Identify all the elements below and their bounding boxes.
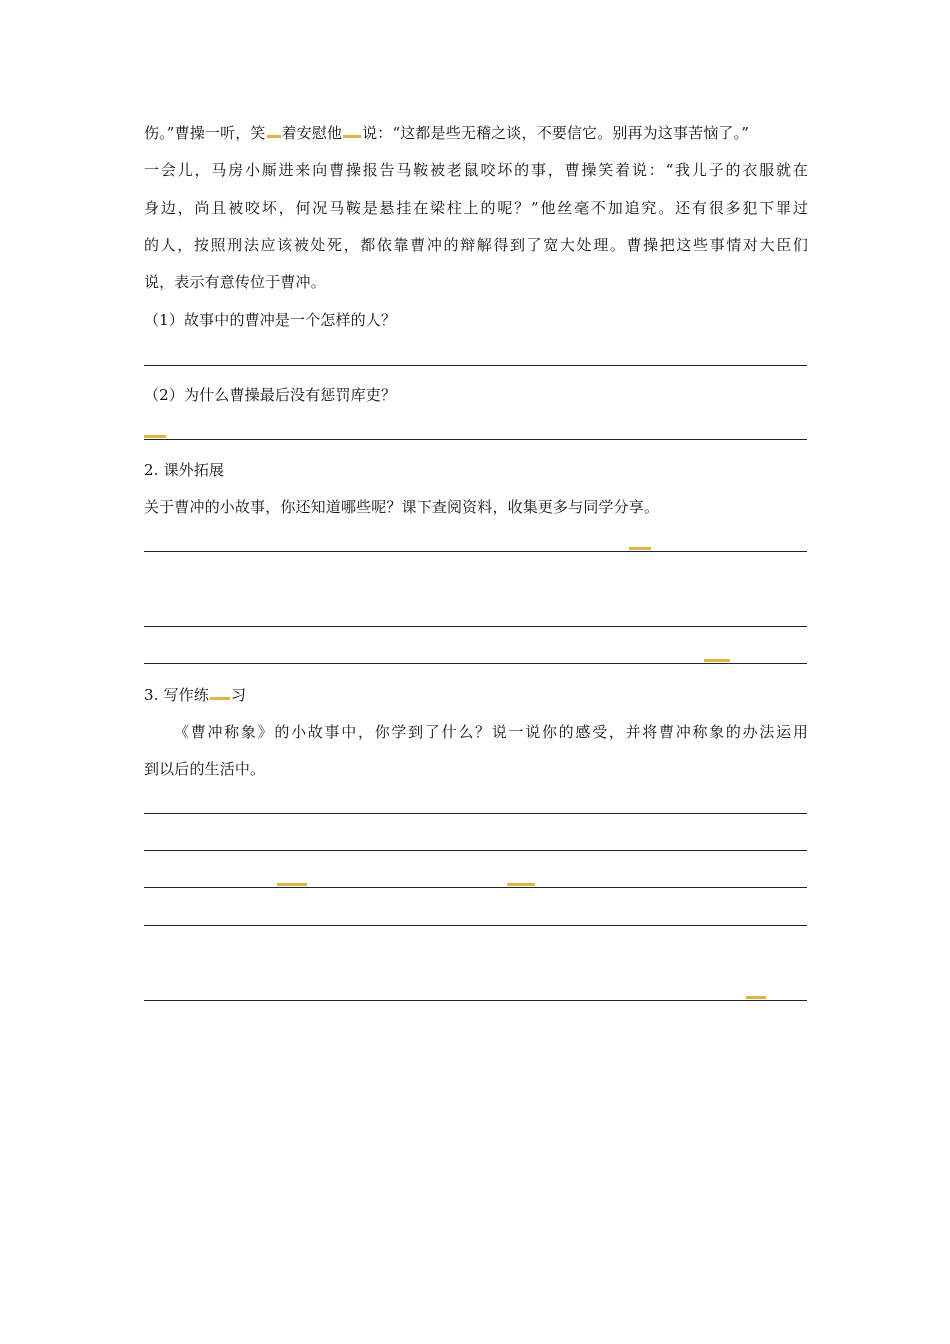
highlight-mark <box>277 883 307 886</box>
passage-line-1-part-1: 伤。”曹操一听，笑 <box>144 124 266 142</box>
section-3-prompt-line-2: 到以后的生活中。 <box>144 760 266 778</box>
highlight-mark <box>267 135 281 138</box>
answer-line-s3-3[interactable] <box>144 887 807 888</box>
answer-line-s3-4[interactable] <box>144 925 807 926</box>
highlight-mark <box>507 883 535 886</box>
question-2: （2）为什么曹操最后没有惩罚库吏？ <box>144 386 397 404</box>
answer-line-q1[interactable] <box>144 365 807 366</box>
highlight-mark <box>210 697 230 700</box>
answer-line-s3-1[interactable] <box>144 813 807 814</box>
section-3-heading <box>144 685 808 705</box>
highlight-mark <box>629 547 651 550</box>
passage-line-2: 一会儿，马房小厮进来向曹操报告马鞍被老鼠咬坏的事，曹操笑着说：“我儿子的衣服就在 <box>144 161 808 179</box>
passage-line-1 <box>144 123 808 143</box>
passage-line-1-part-3: 说：“这都是些无稽之谈，不要信它。别再为这事苦恼了。” <box>362 124 750 142</box>
answer-line-s3-5[interactable] <box>144 1000 807 1001</box>
answer-line-s3-2[interactable] <box>144 850 807 851</box>
section-3-heading-part-1: 3. 写作练 <box>144 686 209 704</box>
passage-line-3: 身边，尚且被咬坏，何况马鞍是悬挂在梁柱上的呢？”他丝毫不加追究。还有很多犯下罪过 <box>144 199 808 217</box>
highlight-mark <box>144 435 166 438</box>
section-3-heading-part-2: 习 <box>230 686 247 704</box>
question-1: （1）故事中的曹冲是一个怎样的人？ <box>144 311 397 329</box>
answer-line-s2-2[interactable] <box>144 626 807 627</box>
section-3-prompt-line-1: 《曹冲称象》的小故事中，你学到了什么？说一说你的感受，并将曹冲称象的办法运用 <box>174 723 808 741</box>
passage-line-4: 的人，按照刑法应该被处死，都依靠曹冲的辩解得到了宽大处理。曹操把这些事情对大臣们 <box>144 236 808 254</box>
passage-line-1-part-2: 着安慰他 <box>281 124 343 142</box>
answer-line-s2-1[interactable] <box>144 551 807 552</box>
highlight-mark <box>343 135 361 138</box>
highlight-mark <box>746 996 766 999</box>
passage-line-5: 说，表示有意传位于曹冲。 <box>144 273 326 291</box>
highlight-mark <box>704 659 730 662</box>
answer-line-q2[interactable] <box>144 439 807 440</box>
section-2-prompt: 关于曹冲的小故事，你还知道哪些呢？课下查阅资料，收集更多与同学分享。 <box>144 498 660 516</box>
section-2-heading: 2. 课外拓展 <box>144 461 225 479</box>
answer-line-s2-3[interactable] <box>144 663 807 664</box>
